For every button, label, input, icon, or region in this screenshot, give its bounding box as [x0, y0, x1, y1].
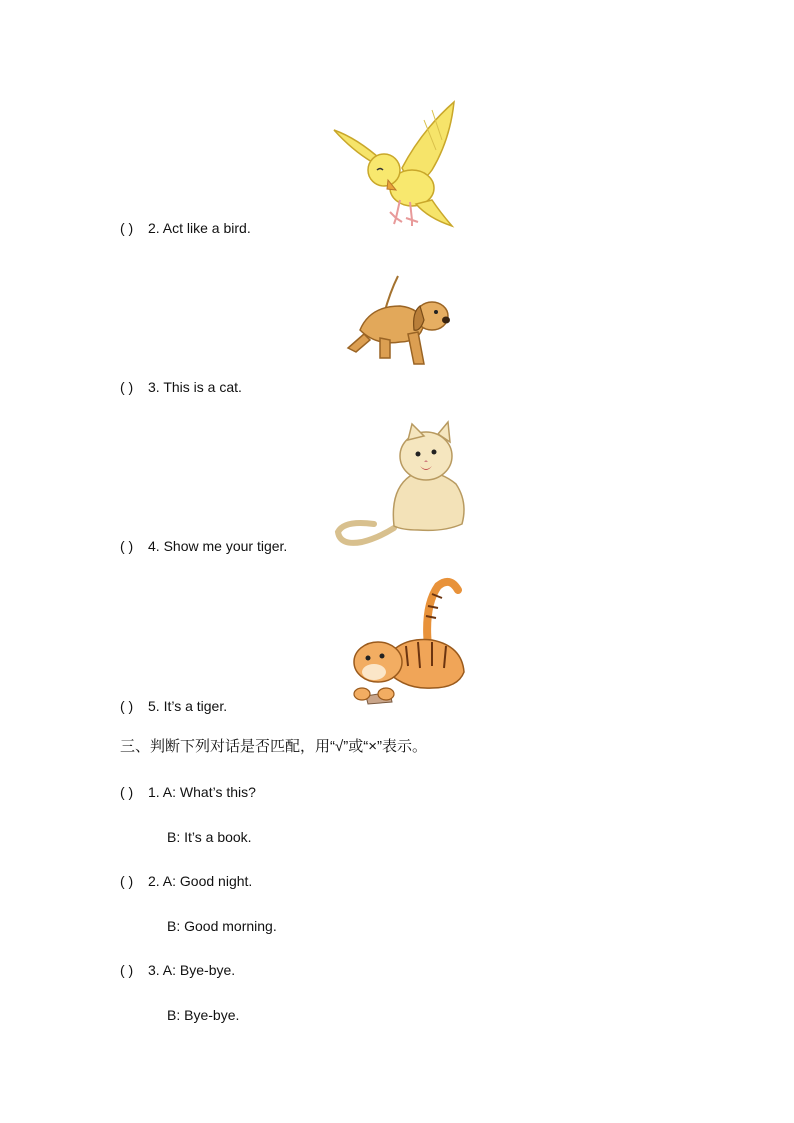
answer-blank[interactable]: ( ): [120, 538, 134, 554]
item-text: 4. Show me your tiger.: [148, 538, 288, 554]
answer-blank[interactable]: ( ): [120, 784, 134, 800]
answer-blank[interactable]: ( ): [120, 962, 134, 978]
dog-picture: [340, 272, 455, 372]
part2-item-4: [120, 537, 287, 555]
part2-item-3: [120, 378, 242, 396]
dialog-2-answer: B: Good morning.: [167, 918, 277, 934]
item-text: 5. It’s a tiger.: [148, 698, 228, 714]
answer-blank[interactable]: ( ): [120, 698, 134, 714]
item-text: 3. This is a cat.: [148, 379, 242, 395]
dialog-1-answer: B: It’s a book.: [167, 829, 252, 845]
dialog-line-a: 3. A: Bye-bye.: [148, 962, 236, 978]
dialog-3-question: [120, 961, 235, 979]
dialog-2-question: [120, 872, 252, 890]
bird-picture: [332, 100, 458, 230]
section-heading: 三、判断下列对话是否匹配，用“√”或“×”表示。: [120, 738, 427, 755]
answer-blank[interactable]: ( ): [120, 220, 134, 236]
answer-blank[interactable]: ( ): [120, 379, 134, 395]
dialog-1-question: [120, 783, 256, 801]
answer-blank[interactable]: ( ): [120, 873, 134, 889]
tiger-picture: [346, 576, 468, 711]
cat-picture: [334, 420, 469, 550]
dialog-line-a: 1. A: What’s this?: [148, 784, 256, 800]
dialog-3-answer: B: Bye-bye.: [167, 1007, 240, 1023]
item-text: 2. Act like a bird.: [148, 220, 251, 236]
part2-item-2: [120, 219, 251, 237]
dialog-line-a: 2. A: Good night.: [148, 873, 253, 889]
part2-item-5: [120, 697, 227, 715]
